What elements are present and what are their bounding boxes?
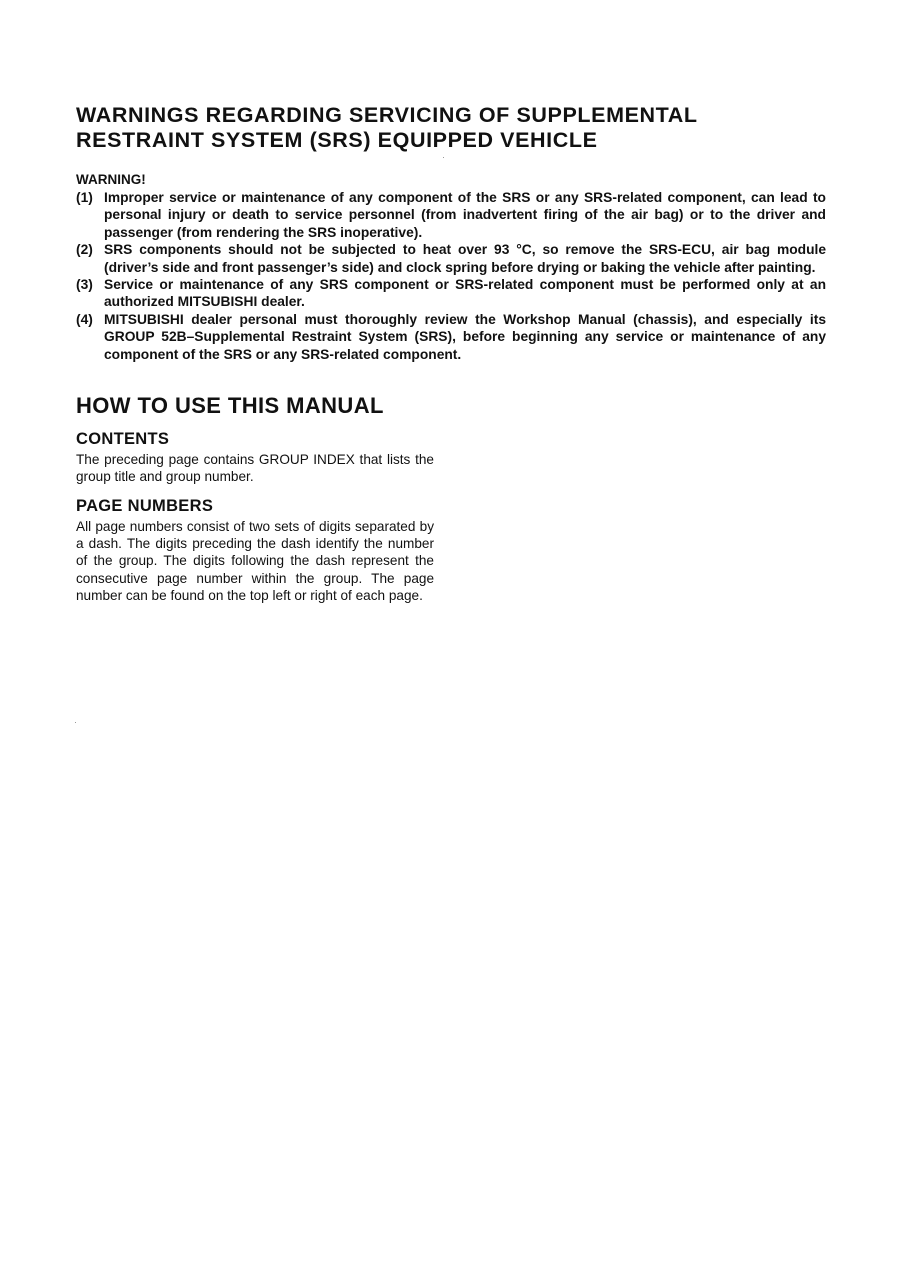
warning-item-1 [76,189,826,241]
page-title-line-1: WARNINGS REGARDING SERVICING OF SUPPLEMENTAL [76,103,698,127]
warning-item-4 [76,311,826,363]
warning-item-text: Improper service or maintenance of any component of the SRS or any SRS-related component, can lead to personal injury or death to service personnel (from inadvertent firing of the air bag) or to the driver and passenger (from rendering the SRS inoperative). [104,190,826,240]
warning-list [76,189,826,363]
section-title-how-to-use: HOW TO USE THIS MANUAL [76,393,384,418]
warning-label: WARNING! [76,172,146,187]
warning-item-text: MITSUBISHI dealer personal must thoroughly review the Workshop Manual (chassis), and especially its GROUP 52B–Supplemental Restraint System (SRS), before beginning any service or maintenance of any component of the SRS or any SRS-related component. [104,311,826,362]
contents-heading: CONTENTS [76,430,170,448]
page-numbers-section [76,496,434,604]
contents-section [76,429,434,485]
warning-item-text: SRS components should not be subjected to heat over 93 °C, so remove the SRS-ECU, air bag module (driver’s side and front passenger’s side) and clock spring before drying or baking the vehicle after painting. [104,242,826,275]
scan-speck [443,157,444,158]
warning-item-3 [76,276,826,311]
contents-body: The preceding page contains GROUP INDEX that lists the group title and group number. [76,452,434,485]
warning-item-number: (1) [76,190,93,205]
warning-item-number: (3) [76,277,93,293]
warning-item-text: Service or maintenance of any SRS component or SRS-related component must be performed only at an authorized MITSUBISHI dealer. [104,277,826,310]
warning-block [76,171,826,363]
page-numbers-heading: PAGE NUMBERS [76,497,214,515]
warning-item-2 [76,241,826,276]
page-numbers-body: All page numbers consist of two sets of digits separated by a dash. The digits preceding the dash identify the number of the group. The digits following the dash represent the consecutive page number within the group. The page number can be found on the top left or right of each page. [76,519,434,603]
warning-item-number: (2) [76,242,93,258]
warning-item-number: (4) [76,311,93,327]
page-title [76,103,836,153]
scan-speck [75,722,76,723]
page-title-line-2: RESTRAINT SYSTEM (SRS) EQUIPPED VEHICLE [76,128,598,152]
